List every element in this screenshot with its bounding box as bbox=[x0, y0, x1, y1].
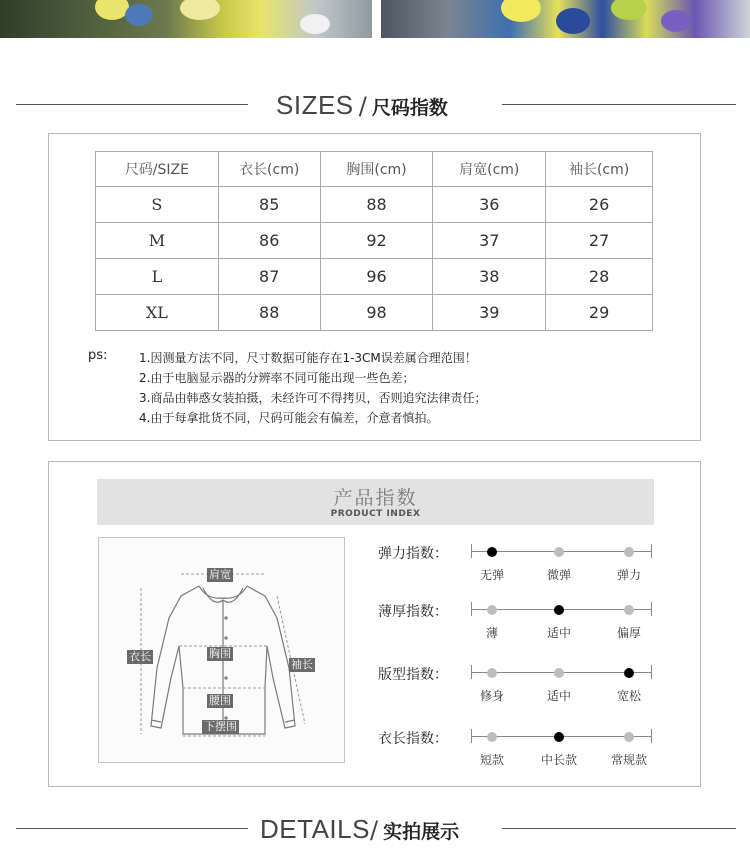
length-label: 衣长 bbox=[129, 650, 151, 663]
photo-pattern bbox=[125, 4, 153, 26]
index-option: 短款 bbox=[479, 753, 504, 767]
index-name: 版型指数： bbox=[378, 667, 448, 683]
index-name: 薄厚指数： bbox=[378, 604, 448, 620]
size-cell: XL bbox=[96, 295, 219, 331]
track-cap bbox=[651, 602, 652, 616]
photo-pattern bbox=[180, 0, 220, 20]
header-divider-left bbox=[16, 828, 248, 829]
size-header-cell: 尺码/SIZE bbox=[96, 152, 219, 187]
product-index-banner bbox=[97, 479, 654, 525]
track-cap bbox=[651, 729, 652, 743]
hem-label: 下摆围 bbox=[204, 720, 237, 733]
table-cell: 28 bbox=[546, 259, 653, 295]
table-cell: 96 bbox=[320, 259, 433, 295]
table-cell: 27 bbox=[546, 223, 653, 259]
index-option: 适中 bbox=[546, 626, 571, 640]
title-slash: / bbox=[369, 816, 379, 844]
index-option: 修身 bbox=[479, 689, 504, 703]
index-dot bbox=[624, 605, 634, 615]
product-photo-left bbox=[0, 0, 372, 38]
note-item: 3.商品由韩惑女装拍摄，未经许可不得拷贝，否则追究法律责任； bbox=[139, 391, 487, 405]
index-option: 弹力 bbox=[616, 568, 641, 582]
product-index-title-cn: 产品指数 bbox=[333, 487, 418, 509]
product-photo-right bbox=[381, 0, 750, 38]
index-dot bbox=[487, 668, 497, 678]
index-name: 弹力指数： bbox=[378, 546, 448, 562]
note-item: 2.由于电脑显示器的分辨率不同可能出现一些色差； bbox=[139, 371, 415, 385]
index-name: 衣长指数： bbox=[378, 731, 448, 747]
product-index-title-en: PRODUCT INDEX bbox=[330, 509, 421, 519]
size-cell: S bbox=[96, 187, 219, 223]
index-option: 微弹 bbox=[546, 568, 571, 582]
index-dot-selected bbox=[624, 668, 634, 678]
chest-header-cell: 胸围(cm) bbox=[320, 152, 433, 187]
sizes-title bbox=[276, 88, 448, 122]
details-title bbox=[260, 812, 459, 846]
elasticity-index-row bbox=[378, 543, 658, 583]
table-cell: 36 bbox=[433, 187, 546, 223]
shoulder-header-cell: 肩宽(cm) bbox=[433, 152, 546, 187]
photo-pattern bbox=[501, 0, 541, 22]
index-option: 适中 bbox=[546, 689, 571, 703]
track-cap bbox=[471, 544, 472, 558]
size-table-header-row bbox=[96, 152, 653, 187]
note-item: 1.因测量方法不同，尺寸数据可能存在1-3CM误差属合理范围！ bbox=[139, 351, 477, 365]
details-title-cn: 实拍展示 bbox=[383, 821, 460, 843]
index-option: 中长款 bbox=[540, 753, 577, 767]
index-option: 薄 bbox=[485, 626, 498, 640]
table-cell: 88 bbox=[218, 295, 320, 331]
table-cell: 87 bbox=[218, 259, 320, 295]
table-cell: 39 bbox=[433, 295, 546, 331]
sizes-title-en: SIZES bbox=[276, 90, 354, 120]
track-cap bbox=[651, 665, 652, 679]
header-divider-right bbox=[502, 828, 736, 829]
table-cell: 86 bbox=[218, 223, 320, 259]
index-dot bbox=[487, 605, 497, 615]
table-row bbox=[96, 187, 653, 223]
sizes-title-cn: 尺码指数 bbox=[371, 97, 448, 119]
details-section-header bbox=[0, 812, 750, 846]
photo-pattern bbox=[556, 8, 590, 34]
shoulder-label: 肩宽 bbox=[209, 568, 231, 581]
chest-label: 胸围 bbox=[209, 647, 231, 660]
details-title-en: DETAILS bbox=[260, 814, 370, 844]
index-dot bbox=[554, 547, 564, 557]
index-dot-selected bbox=[554, 605, 564, 615]
table-row bbox=[96, 223, 653, 259]
table-cell: 88 bbox=[320, 187, 433, 223]
notes-ps-label: ps: bbox=[88, 348, 108, 363]
waist-label: 腰围 bbox=[209, 694, 231, 707]
index-option: 无弹 bbox=[479, 568, 504, 582]
shirt-measurement-diagram bbox=[98, 537, 345, 763]
photo-pattern bbox=[661, 10, 691, 32]
size-cell: L bbox=[96, 259, 219, 295]
index-option: 偏厚 bbox=[616, 626, 641, 640]
table-row bbox=[96, 259, 653, 295]
track-cap bbox=[651, 544, 652, 558]
track-cap bbox=[471, 665, 472, 679]
table-cell: 26 bbox=[546, 187, 653, 223]
index-dot-selected bbox=[487, 547, 497, 557]
header-divider-left bbox=[16, 104, 248, 105]
photo-pattern bbox=[95, 0, 129, 20]
table-cell: 38 bbox=[433, 259, 546, 295]
length-index-row bbox=[378, 728, 658, 768]
photo-pattern bbox=[611, 0, 647, 20]
index-option: 常规款 bbox=[610, 753, 647, 767]
thickness-index-row bbox=[378, 601, 658, 641]
sleeve-label: 袖长 bbox=[291, 658, 313, 671]
table-row bbox=[96, 295, 653, 331]
table-cell: 92 bbox=[320, 223, 433, 259]
index-dot bbox=[554, 668, 564, 678]
fit-index-row bbox=[378, 664, 658, 704]
table-cell: 98 bbox=[320, 295, 433, 331]
size-cell: M bbox=[96, 223, 219, 259]
photo-pattern bbox=[300, 14, 330, 34]
index-dot bbox=[624, 547, 634, 557]
table-cell: 29 bbox=[546, 295, 653, 331]
index-dot bbox=[624, 732, 634, 742]
size-table bbox=[95, 151, 653, 331]
track-cap bbox=[471, 729, 472, 743]
table-cell: 85 bbox=[218, 187, 320, 223]
note-item: 4.由于每拿批货不同，尺码可能会有偏差，介意者慎拍。 bbox=[139, 411, 439, 425]
table-cell: 37 bbox=[433, 223, 546, 259]
sizes-section-header bbox=[0, 88, 750, 122]
index-dot-selected bbox=[554, 732, 564, 742]
track-cap bbox=[471, 602, 472, 616]
index-option: 宽松 bbox=[616, 689, 641, 703]
title-slash: / bbox=[358, 92, 367, 120]
sleeve-header-cell: 袖长(cm) bbox=[546, 152, 653, 187]
length-header-cell: 衣长(cm) bbox=[218, 152, 320, 187]
header-divider-right bbox=[502, 104, 736, 105]
index-dot bbox=[487, 732, 497, 742]
